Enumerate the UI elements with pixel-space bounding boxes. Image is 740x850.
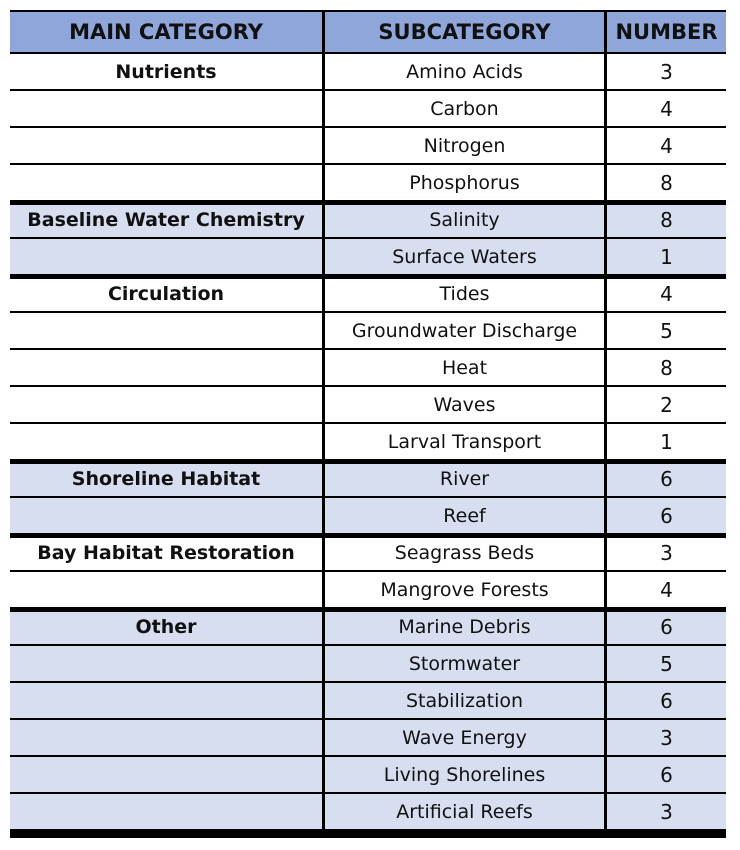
main-category-cell: [10, 424, 322, 459]
number-cell: 5: [607, 313, 726, 348]
subcategory-cell: Amino Acids: [325, 54, 604, 89]
subcategory-cell: Nitrogen: [325, 128, 604, 163]
subcategory-cell: Marine Debris: [325, 609, 604, 644]
header-subcategory: SUBCATEGORY: [325, 12, 604, 52]
number-cell: 4: [607, 572, 726, 607]
subcategory-cell: Phosphorus: [325, 165, 604, 200]
subcategory-cell: Artificial Reefs: [325, 794, 604, 829]
number-cell: 6: [607, 461, 726, 496]
subcategory-cell: Seagrass Beds: [325, 535, 604, 570]
subcategory-cell: Tides: [325, 276, 604, 311]
subcategory-cell: Groundwater Discharge: [325, 313, 604, 348]
category-table: [10, 10, 726, 838]
subcategory-cell: Waves: [325, 387, 604, 422]
number-cell: 6: [607, 609, 726, 644]
number-cell: 1: [607, 239, 726, 274]
main-category-cell: [10, 387, 322, 422]
main-category-cell: Bay Habitat Restoration: [10, 535, 322, 570]
number-cell: 6: [607, 683, 726, 718]
subcategory-cell: Stabilization: [325, 683, 604, 718]
main-category-cell: [10, 794, 322, 829]
number-cell: 6: [607, 757, 726, 792]
subcategory-cell: Surface Waters: [325, 239, 604, 274]
number-cell: 2: [607, 387, 726, 422]
number-cell: 4: [607, 91, 726, 126]
subcategory-cell: Salinity: [325, 202, 604, 237]
main-category-cell: [10, 683, 322, 718]
subcategory-cell: Stormwater: [325, 646, 604, 681]
number-cell: 4: [607, 128, 726, 163]
main-category-cell: Nutrients: [10, 54, 322, 89]
subcategory-cell: Living Shorelines: [325, 757, 604, 792]
number-cell: 5: [607, 646, 726, 681]
subcategory-cell: Larval Transport: [325, 424, 604, 459]
main-category-cell: [10, 646, 322, 681]
main-category-cell: [10, 165, 322, 200]
main-category-cell: Shoreline Habitat: [10, 461, 322, 496]
main-category-cell: [10, 91, 322, 126]
number-cell: 8: [607, 165, 726, 200]
main-category-cell: [10, 350, 322, 385]
main-category-cell: [10, 572, 322, 607]
subcategory-cell: Heat: [325, 350, 604, 385]
number-cell: 3: [607, 54, 726, 89]
subcategory-cell: River: [325, 461, 604, 496]
number-cell: 4: [607, 276, 726, 311]
number-cell: 6: [607, 498, 726, 533]
subcategory-cell: Carbon: [325, 91, 604, 126]
header-number: NUMBER: [607, 12, 726, 52]
number-cell: 3: [607, 535, 726, 570]
number-cell: 3: [607, 794, 726, 829]
main-category-cell: [10, 757, 322, 792]
number-cell: 8: [607, 350, 726, 385]
number-cell: 8: [607, 202, 726, 237]
main-category-cell: [10, 313, 322, 348]
main-category-cell: Circulation: [10, 276, 322, 311]
number-cell: 3: [607, 720, 726, 755]
main-category-cell: [10, 239, 322, 274]
subcategory-cell: Mangrove Forests: [325, 572, 604, 607]
subcategory-cell: Reef: [325, 498, 604, 533]
main-category-cell: [10, 720, 322, 755]
number-cell: 1: [607, 424, 726, 459]
main-category-cell: Baseline Water Chemistry: [10, 202, 322, 237]
main-category-cell: Other: [10, 609, 322, 644]
main-category-cell: [10, 128, 322, 163]
main-category-cell: [10, 498, 322, 533]
header-main-category: MAIN CATEGORY: [10, 12, 322, 52]
subcategory-cell: Wave Energy: [325, 720, 604, 755]
